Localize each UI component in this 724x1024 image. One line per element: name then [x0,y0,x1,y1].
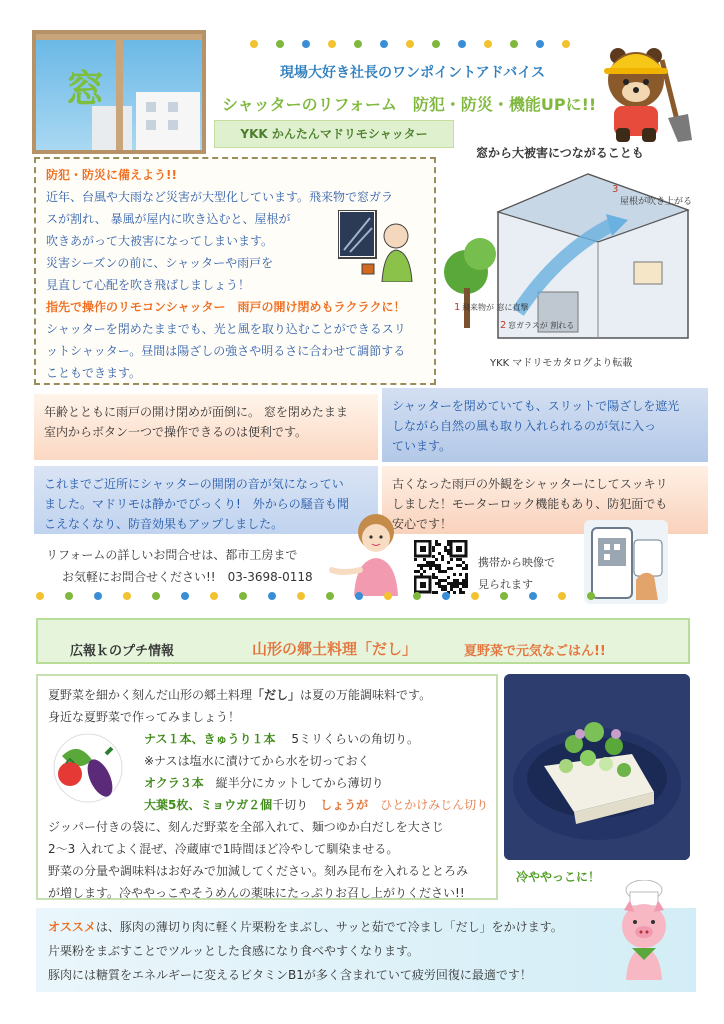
banner-left-label: 広報ｋのプチ情報 [70,644,175,659]
disaster-line: 災害シーズンの前に、シャッターや雨戸を [46,256,274,270]
decor-dot [239,592,247,600]
testimonial-line: しました！モーターロック機能もあり、防犯面でも [392,497,668,511]
decor-dot [210,592,218,600]
diagram-label-1: 飛来物が 窓に直撃 [462,303,529,312]
disaster-line: スが割れ、 暴風が屋内に吹き込むと、屋根が [46,212,291,226]
recipe-step: 2～3 入れてよく混ぜ、冷蔵庫で1時間ほど冷やして馴染ませる。 [48,842,399,856]
window-illustration [32,30,206,154]
disaster-line: 吹きあがって大被害になってしまいます。 [46,234,274,248]
decor-dot [250,40,258,48]
elderly-at-window-icon [338,210,418,282]
decor-dot [536,40,544,48]
decor-dot [276,40,284,48]
testimonial-line: しながら自然の風も取り入れられるのが気に入っ [392,419,657,433]
decor-dot [484,40,492,48]
qr-code-icon[interactable] [414,540,468,594]
recipe-intro-line-2: 身近な夏野菜で作ってみましょう！ [48,710,241,724]
disaster-line: 近年、台風や大雨など災害が大型化しています。飛来物で窓ガラ [46,190,394,204]
remote-shutter-highlight: 指先で操作のリモコンシャッター 雨戸の開け閉めもラクラクに！ [46,300,406,314]
testimonial-line: ました。マドリモは静かでびっくり! 外からの騒音も聞 [44,497,349,511]
recipe-note: が増します。冷ややっこやそうめんの薬味にたっぷりお召し上がりください!! [48,886,465,900]
disaster-line: 見直して心配を吹き飛ばしましょう！ [46,278,251,292]
decor-dot [302,40,310,48]
decor-dot [181,592,189,600]
recommend-line-3: 豚肉には糖質をエネルギーに変えるビタミンB1が多く含まれていて疲労回復に最適です！ [48,968,532,982]
decor-dot [510,40,518,48]
video-note-line-1: 携帯から映像で [478,556,555,569]
testimonial-2 [382,388,708,462]
tree-icon [444,238,496,328]
decor-dot [432,40,440,48]
disaster-heading: 防犯・防災に備えよう!! [46,168,177,182]
diagram-num-3: 3 [612,184,619,195]
video-note-line-2: 見られます [478,578,533,591]
testimonial-line: 古くなった雨戸の外観をシャッターにしてスッキリ [392,477,668,491]
decor-dot [297,592,305,600]
header-subtitle: 現場大好き社長のワンポイントアドバイス [280,65,546,81]
decor-dot [529,592,537,600]
inquiry-line-2: お気軽にお問合せください!! 03-3698-0118 [62,570,313,584]
woman-presenting-icon [326,508,410,596]
recommend-line-1: オススメは、豚肉の薄切り肉に軽く片栗粉をまぶし、サッと茹でて冷まし「だし」をかけます。 [48,920,563,934]
photo-caption: 冷ややっこに！ [516,870,601,884]
window-kanji: 窓 [66,67,105,111]
decor-dot [65,592,73,600]
ingredient-1-note: ※ナスは塩水に漬けてから水を切っておく [144,754,370,768]
disaster-line: シャッターを閉めたままでも、光と風を取り込むことができるスリ [46,322,406,336]
ingredient-3: 大葉5枚、ミョウガ２個千切り しょうが ひとかけみじん切り [144,798,489,812]
decor-dot [587,592,595,600]
testimonial-line: これまでご近所にシャッターの開閉の音が気になってい [44,477,344,491]
decor-dot [152,592,160,600]
banner-right-label: 夏野菜で元気なごはん!! [464,644,606,659]
testimonial-line: シャッターを閉めていても、スリットで陽ざしを遮光 [392,399,680,413]
decor-dot [384,592,392,600]
decor-dot [406,40,414,48]
hiyayakko-photo [504,674,690,860]
diagram-label-2: 窓ガラスが 割れる [508,321,575,330]
testimonial-1 [34,394,378,460]
testimonial-line: ています。 [392,439,452,453]
decor-dot [355,592,363,600]
diagram-num-1: 1 [454,302,461,313]
diagram-caption: YKK マドリモカタログより転載 [490,358,633,369]
product-name-box: YKK かんたんマドリモシャッター [214,120,454,148]
decor-dot [36,592,44,600]
testimonial-line: 安心です！ [392,517,453,531]
inquiry-line-1: リフォームの詳しいお問合せは、都市工房まで [46,548,298,562]
decor-dot [380,40,388,48]
decor-dot [326,592,334,600]
decor-dot [471,592,479,600]
diagram-num-2: 2 [500,320,507,331]
disaster-line: ットシャッター。昼間は陽ざしの強さや明るさに合わせて調節する [46,344,406,358]
decor-dot [354,40,362,48]
decor-dot [458,40,466,48]
ingredient-2: オクラ３本 縦半分にカットしてから薄切り [144,776,384,790]
recipe-note: 野菜の分量や調味料はお好みで加減してください。刻み昆布を入れるととろみ [48,864,469,878]
vegetables-icon [48,730,128,806]
decor-dot [328,40,336,48]
recommend-line-2: 片栗粉をまぶすことでツルッとした食感になり食べやすくなります。 [48,944,420,958]
disaster-line: こともできます。 [46,366,142,380]
header-title: シャッターのリフォーム 防犯・防災・機能UPに!! [222,95,597,114]
diagram-title: 窓から大被害につながることも [476,146,644,160]
decor-dot [123,592,131,600]
decor-dot [413,592,421,600]
diagram-label-3: 屋根が吹き上がる [620,197,693,207]
testimonial-line: こえなくなり、防音効果もアップしました。 [44,517,284,531]
pig-chef-mascot-icon [604,880,684,980]
house-damage-diagram [438,162,702,348]
decor-dot [500,592,508,600]
decor-dot [94,592,102,600]
decor-dot [268,592,276,600]
bear-mascot-icon [592,40,702,144]
decor-dot [442,592,450,600]
recipe-step: ジッパー付きの袋に、刻んだ野菜を全部入れて、麺つゆか白だしを大さじ [48,820,444,834]
testimonial-line: 年齢とともに雨戸の開け閉めが面倒に。 窓を閉めたまま [44,405,348,419]
recipe-intro-line-1: 夏野菜を細かく刻んだ山形の郷土料理「だし」は夏の万能調味料です。 [48,688,432,702]
phone-scanning-qr-icon [584,520,668,604]
decor-dot [558,592,566,600]
testimonial-line: 室内からボタン一つで操作できるのは便利です。 [44,425,308,439]
ingredient-1: ナス１本、きゅうり１本 5ミリくらいの角切り。 [144,732,419,746]
banner-main-title: 山形の郷土料理「だし」 [252,640,418,658]
decor-dot [562,40,570,48]
